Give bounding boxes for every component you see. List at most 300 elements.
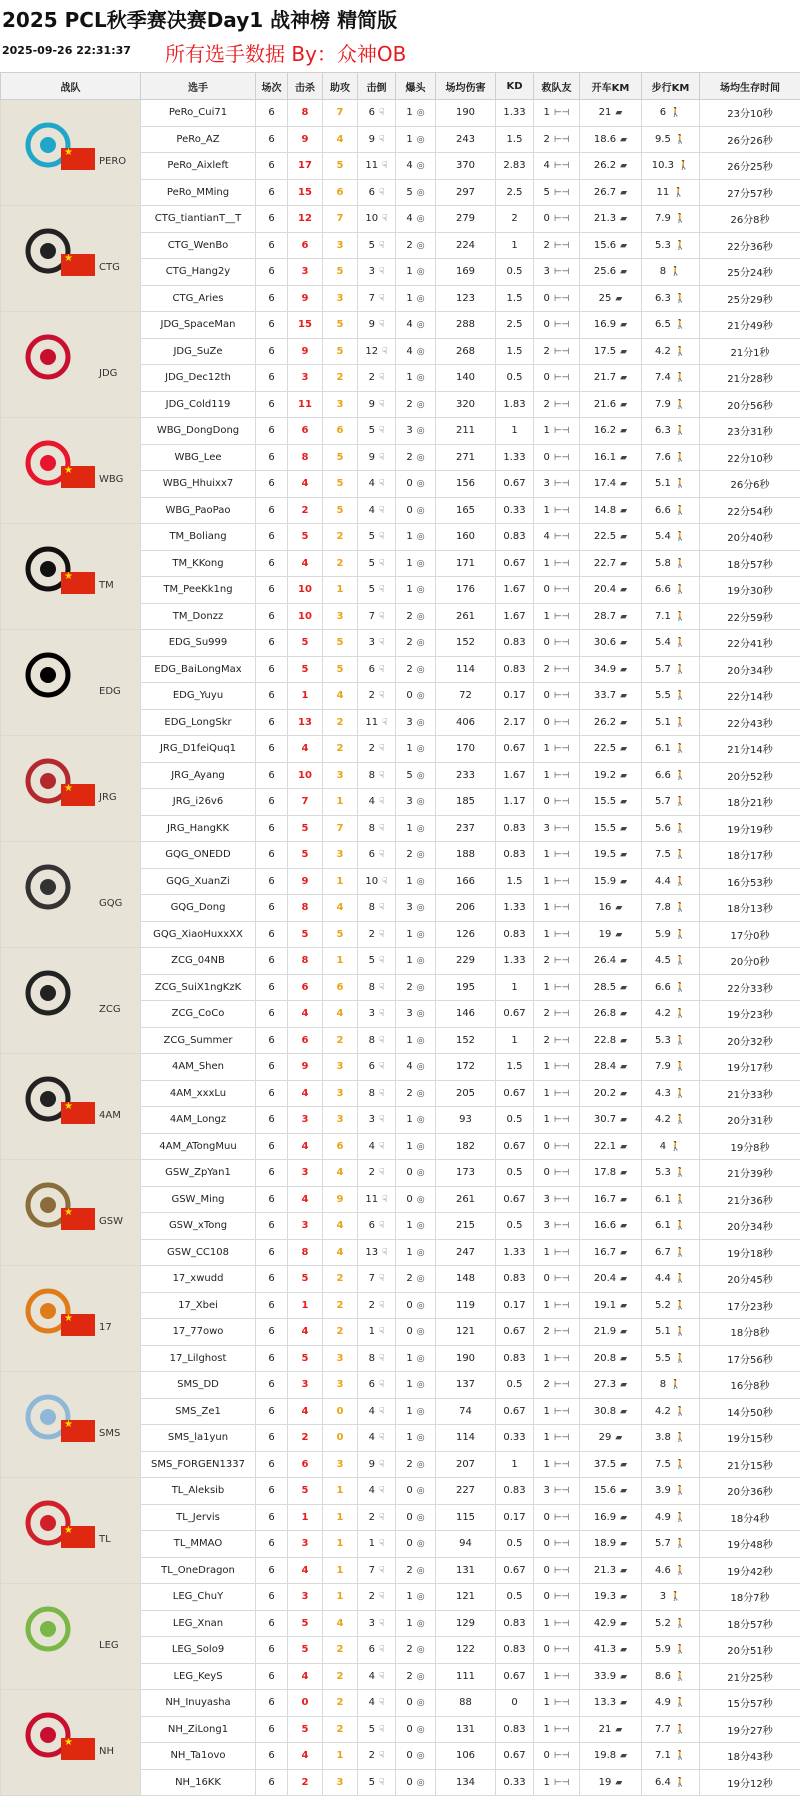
revives-cell-value: 1	[543, 1061, 550, 1073]
player-name-value: JRG_D1feiQuq1	[159, 743, 237, 755]
team-cell	[1, 418, 141, 524]
walk-km-cell	[642, 1584, 700, 1611]
headshots-cell	[396, 948, 436, 975]
assists-cell-value: 3	[336, 1379, 344, 1391]
kd-cell	[496, 444, 534, 471]
revives-cell-value: 1	[543, 928, 550, 940]
matches-cell	[256, 1398, 288, 1425]
damage-cell-value: 297	[455, 186, 476, 198]
matches-cell	[256, 312, 288, 339]
drive-km-cell	[580, 1133, 642, 1160]
player-name	[141, 391, 256, 418]
kills-cell-value: 4	[301, 1140, 309, 1152]
matches-cell-value: 6	[268, 822, 275, 834]
fist-icon: ☟	[378, 1141, 385, 1152]
matches-cell	[256, 1610, 288, 1637]
player-name-value: GQG_XuanZi	[166, 875, 230, 887]
drive-km-cell	[580, 895, 642, 922]
matches-cell-value: 6	[268, 239, 275, 251]
assists-cell-value: 4	[336, 1008, 344, 1020]
damage-cell-value: 137	[455, 1379, 476, 1391]
kills-cell	[288, 1266, 323, 1293]
survival-cell	[700, 1107, 800, 1134]
matches-cell	[256, 709, 288, 736]
medkit-icon: ⊢⊣	[553, 346, 570, 357]
kd-cell-value: 1.33	[503, 955, 526, 967]
survival-cell	[700, 656, 800, 683]
medkit-icon: ⊢⊣	[553, 1565, 570, 1576]
car-icon: ▰	[620, 1565, 628, 1576]
target-icon: ◎	[416, 1194, 425, 1205]
knocks-cell-value: 8	[368, 1034, 375, 1046]
matches-cell	[256, 1425, 288, 1452]
assists-cell	[323, 1345, 358, 1372]
team-cell	[1, 842, 141, 948]
assists-cell	[323, 285, 358, 312]
matches-cell	[256, 1557, 288, 1584]
headshots-cell-value: 1	[406, 1591, 413, 1603]
matches-cell-value: 6	[268, 796, 275, 808]
revives-cell-value: 0	[543, 690, 550, 702]
player-name	[141, 895, 256, 922]
assists-cell-value: 1	[336, 1591, 344, 1603]
revives-cell	[534, 630, 580, 657]
walk-km-cell	[642, 232, 700, 259]
survival-cell	[700, 1160, 800, 1187]
fist-icon: ☟	[378, 1459, 385, 1470]
walking-person-icon: 🚶	[674, 1618, 687, 1629]
target-icon: ◎	[416, 320, 425, 331]
assists-cell	[323, 126, 358, 153]
headshots-cell-value: 0	[406, 1538, 413, 1550]
player-name	[141, 683, 256, 710]
walk-km-cell-value: 7.5	[654, 849, 671, 861]
revives-cell-value: 3	[543, 822, 550, 834]
car-icon: ▰	[615, 903, 623, 914]
kills-cell-value: 9	[301, 292, 309, 304]
damage-cell-value: 106	[455, 1750, 476, 1762]
kd-cell-value: 1.5	[506, 345, 523, 357]
team-logo-icon	[19, 864, 77, 910]
kd-cell-value: 0.33	[503, 504, 526, 516]
kills-cell	[288, 842, 323, 869]
walk-km-cell-value: 5.3	[654, 239, 671, 251]
damage-cell	[436, 1292, 496, 1319]
kd-cell	[496, 1451, 534, 1478]
revives-cell-value: 1	[543, 1776, 550, 1788]
car-icon: ▰	[620, 1141, 628, 1152]
matches-cell-value: 6	[268, 1432, 275, 1444]
revives-cell-value: 1	[543, 1246, 550, 1258]
drive-km-cell	[580, 1663, 642, 1690]
table-row	[1, 1584, 800, 1611]
team-logo-icon	[19, 1606, 77, 1652]
target-icon: ◎	[416, 426, 425, 437]
medkit-icon: ⊢⊣	[553, 532, 570, 543]
target-icon: ◎	[416, 1353, 425, 1364]
survival-cell	[700, 1716, 800, 1743]
walk-km-cell-value: 5.9	[654, 928, 671, 940]
drive-km-cell-value: 37.5	[593, 1458, 617, 1470]
damage-cell	[436, 921, 496, 948]
assists-cell-value: 2	[336, 1273, 344, 1285]
damage-cell-value: 233	[455, 769, 476, 781]
car-icon: ▰	[620, 1539, 628, 1550]
walking-person-icon: 🚶	[674, 1300, 687, 1311]
car-icon: ▰	[620, 1035, 628, 1046]
medkit-icon: ⊢⊣	[553, 903, 570, 914]
damage-cell-value: 111	[455, 1670, 476, 1682]
player-name-value: LEG_KeyS	[173, 1670, 223, 1682]
walk-km-cell-value: 6.6	[654, 769, 671, 781]
fist-icon: ☟	[378, 1724, 385, 1735]
target-icon: ◎	[416, 1459, 425, 1470]
damage-cell	[436, 709, 496, 736]
kd-cell	[496, 232, 534, 259]
player-name	[141, 1186, 256, 1213]
drive-km-cell	[580, 1292, 642, 1319]
fist-icon: ☟	[378, 452, 385, 463]
kd-cell-value: 1	[511, 239, 518, 251]
matches-cell-value: 6	[268, 1564, 275, 1576]
drive-km-cell	[580, 921, 642, 948]
assists-cell-value: 5	[336, 266, 344, 278]
assists-cell	[323, 1451, 358, 1478]
drive-km-cell-value: 19.3	[593, 1591, 617, 1603]
matches-cell-value: 6	[268, 398, 275, 410]
kd-cell	[496, 1398, 534, 1425]
damage-cell-value: 171	[455, 557, 476, 569]
walking-person-icon: 🚶	[678, 161, 690, 172]
headshots-cell	[396, 471, 436, 498]
revives-cell-value: 1	[543, 1114, 550, 1126]
revives-cell-value: 1	[543, 769, 550, 781]
damage-cell	[436, 418, 496, 445]
fist-icon: ☟	[382, 717, 388, 728]
damage-cell-value: 172	[455, 1061, 476, 1073]
walk-km-cell-value: 6.4	[654, 1776, 671, 1788]
car-icon: ▰	[615, 108, 623, 119]
kd-cell	[496, 1372, 534, 1399]
revives-cell-value: 0	[543, 1564, 550, 1576]
fist-icon: ☟	[382, 1194, 388, 1205]
assists-cell	[323, 524, 358, 551]
target-icon: ◎	[416, 1618, 425, 1629]
walking-person-icon: 🚶	[670, 1380, 682, 1391]
walk-km-cell-value: 4.2	[654, 345, 671, 357]
car-icon: ▰	[620, 240, 628, 251]
drive-km-cell-value: 22.7	[593, 557, 617, 569]
headshots-cell-value: 2	[406, 239, 413, 251]
player-name-value: NH_16KK	[175, 1776, 221, 1788]
revives-cell-value: 3	[543, 1220, 550, 1232]
headshots-cell-value: 0	[406, 504, 413, 516]
player-name-value: 4AM_xxxLu	[169, 1087, 227, 1099]
player-name	[141, 789, 256, 816]
drive-km-cell	[580, 1769, 642, 1796]
kd-cell-value: 2.5	[506, 186, 523, 198]
matches-cell-value: 6	[268, 1087, 275, 1099]
player-name-value: ZCG_Summer	[163, 1034, 233, 1046]
headshots-cell-value: 3	[406, 425, 413, 437]
survival-cell-value: 19分8秒	[730, 1142, 770, 1154]
knocks-cell-value: 8	[368, 902, 375, 914]
survival-cell	[700, 1398, 800, 1425]
car-icon: ▰	[620, 982, 628, 993]
knocks-cell	[358, 1133, 396, 1160]
survival-cell	[700, 365, 800, 392]
knocks-cell	[358, 1557, 396, 1584]
medkit-icon: ⊢⊣	[553, 585, 570, 596]
headshots-cell	[396, 312, 436, 339]
survival-cell-value: 21分49秒	[727, 321, 773, 333]
damage-cell-value: 114	[455, 1432, 476, 1444]
survival-cell	[700, 126, 800, 153]
player-name-value: PeRo_AZ	[176, 133, 220, 145]
revives-cell	[534, 1478, 580, 1505]
kills-cell	[288, 1531, 323, 1558]
revives-cell	[534, 1292, 580, 1319]
damage-cell-value: 72	[459, 690, 472, 702]
matches-cell	[256, 285, 288, 312]
matches-cell-value: 6	[268, 1511, 275, 1523]
revives-cell	[534, 736, 580, 763]
revives-cell-value: 0	[543, 372, 550, 384]
china-flag-icon	[61, 1208, 95, 1230]
kills-cell-value: 6	[301, 425, 309, 437]
kd-cell	[496, 1557, 534, 1584]
player-name	[141, 1690, 256, 1717]
kd-cell	[496, 1769, 534, 1796]
survival-cell-value: 20分52秒	[727, 771, 773, 783]
walk-km-cell	[642, 1451, 700, 1478]
player-name-value: TL_MMAO	[173, 1538, 223, 1550]
headshots-cell-value: 1	[406, 107, 413, 119]
headshots-cell	[396, 365, 436, 392]
damage-cell-value: 237	[455, 822, 476, 834]
damage-cell-value: 119	[455, 1299, 476, 1311]
matches-cell-value: 6	[268, 160, 275, 172]
headshots-cell	[396, 895, 436, 922]
headshots-cell-value: 0	[406, 1511, 413, 1523]
survival-cell	[700, 1372, 800, 1399]
team-name: TM	[99, 580, 114, 591]
medkit-icon: ⊢⊣	[553, 1168, 570, 1179]
walk-km-cell	[642, 338, 700, 365]
knocks-cell	[358, 126, 396, 153]
damage-cell	[436, 1080, 496, 1107]
drive-km-cell-value: 17.4	[593, 478, 617, 490]
knocks-cell-value: 9	[368, 451, 375, 463]
assists-cell	[323, 1001, 358, 1028]
car-icon: ▰	[620, 1353, 628, 1364]
car-icon: ▰	[620, 1274, 628, 1285]
car-icon: ▰	[620, 532, 628, 543]
walk-km-cell	[642, 1637, 700, 1664]
survival-cell	[700, 550, 800, 577]
matches-cell	[256, 497, 288, 524]
assists-cell-value: 5	[336, 637, 344, 649]
kills-cell	[288, 868, 323, 895]
headshots-cell-value: 4	[406, 345, 413, 357]
walk-km-cell	[642, 842, 700, 869]
walking-person-icon: 🚶	[674, 1724, 687, 1735]
survival-cell-value: 19分17秒	[727, 1063, 773, 1075]
target-icon: ◎	[416, 1327, 425, 1338]
matches-cell-value: 6	[268, 1246, 275, 1258]
survival-cell	[700, 1743, 800, 1770]
knocks-cell-value: 2	[368, 928, 375, 940]
drive-km-cell-value: 26.2	[593, 160, 617, 172]
assists-cell-value: 2	[336, 716, 344, 728]
medkit-icon: ⊢⊣	[553, 1141, 570, 1152]
drive-km-cell-value: 18.9	[593, 1538, 617, 1550]
walk-km-cell-value: 4.2	[654, 1405, 671, 1417]
fist-icon: ☟	[378, 691, 385, 702]
assists-cell-value: 1	[336, 875, 344, 887]
revives-cell-value: 1	[543, 504, 550, 516]
matches-cell-value: 6	[268, 1140, 275, 1152]
medkit-icon: ⊢⊣	[553, 982, 570, 993]
walk-km-cell-value: 4.9	[654, 1697, 671, 1709]
assists-cell	[323, 1160, 358, 1187]
medkit-icon: ⊢⊣	[553, 1380, 570, 1391]
player-name-value: TL_Aleksib	[171, 1485, 225, 1497]
car-icon: ▰	[620, 1115, 628, 1126]
knocks-cell-value: 4	[368, 1432, 375, 1444]
kills-cell-value: 4	[301, 1193, 309, 1205]
revives-cell-value: 0	[543, 584, 550, 596]
survival-cell-value: 26分6秒	[730, 480, 770, 492]
knocks-cell	[358, 1637, 396, 1664]
drive-km-cell	[580, 1531, 642, 1558]
knocks-cell	[358, 259, 396, 286]
matches-cell	[256, 153, 288, 180]
col-player: 选手	[141, 73, 256, 100]
team-cell	[1, 1266, 141, 1372]
survival-cell	[700, 1690, 800, 1717]
survival-cell	[700, 1451, 800, 1478]
walking-person-icon: 🚶	[674, 399, 687, 410]
knocks-cell	[358, 815, 396, 842]
player-name-value: GSW_ZpYan1	[165, 1167, 231, 1179]
knocks-cell-value: 5	[368, 425, 375, 437]
drive-km-cell-value: 17.8	[593, 1167, 617, 1179]
headshots-cell	[396, 789, 436, 816]
car-icon: ▰	[620, 1698, 628, 1709]
survival-cell-value: 20分36秒	[727, 1487, 773, 1499]
fist-icon: ☟	[378, 823, 385, 834]
knocks-cell-value: 6	[368, 1379, 375, 1391]
revives-cell	[534, 1663, 580, 1690]
walk-km-cell	[642, 577, 700, 604]
car-icon: ▰	[615, 929, 623, 940]
col-kills: 击杀	[288, 73, 323, 100]
fist-icon: ☟	[378, 1274, 385, 1285]
walk-km-cell-value: 10.3	[651, 160, 675, 172]
knocks-cell-value: 4	[368, 1405, 375, 1417]
matches-cell	[256, 577, 288, 604]
kills-cell	[288, 736, 323, 763]
assists-cell	[323, 815, 358, 842]
walk-km-cell-value: 11	[656, 186, 670, 198]
matches-cell-value: 6	[268, 875, 275, 887]
player-name-value: EDG_Su999	[168, 637, 228, 649]
survival-cell-value: 26分25秒	[727, 162, 773, 174]
headshots-cell	[396, 338, 436, 365]
knocks-cell-value: 3	[368, 1008, 375, 1020]
walking-person-icon: 🚶	[674, 770, 687, 781]
walk-km-cell	[642, 550, 700, 577]
kd-cell-value: 0.83	[503, 1352, 526, 1364]
kd-cell-value: 1.83	[503, 398, 526, 410]
headshots-cell	[396, 1557, 436, 1584]
knocks-cell	[358, 312, 396, 339]
fist-icon: ☟	[378, 426, 385, 437]
team-cell	[1, 206, 141, 312]
fist-icon: ☟	[378, 1115, 385, 1126]
china-flag-icon	[61, 1526, 95, 1548]
drive-km-cell-value: 19.8	[593, 1750, 617, 1762]
assists-cell-value: 1	[336, 1485, 344, 1497]
fist-icon: ☟	[378, 1300, 385, 1311]
revives-cell	[534, 418, 580, 445]
car-icon: ▰	[620, 611, 628, 622]
walking-person-icon: 🚶	[674, 1194, 687, 1205]
revives-cell-value: 0	[543, 451, 550, 463]
medkit-icon: ⊢⊣	[553, 1300, 570, 1311]
team-cell	[1, 1584, 141, 1690]
kd-cell	[496, 1001, 534, 1028]
damage-cell	[436, 736, 496, 763]
drive-km-cell	[580, 1186, 642, 1213]
walk-km-cell	[642, 1027, 700, 1054]
matches-cell	[256, 1080, 288, 1107]
fist-icon: ☟	[378, 1512, 385, 1523]
revives-cell-value: 2	[543, 1379, 550, 1391]
kills-cell-value: 4	[301, 1087, 309, 1099]
knocks-cell-value: 4	[368, 1697, 375, 1709]
player-name	[141, 1133, 256, 1160]
player-name	[141, 1213, 256, 1240]
walk-km-cell	[642, 1160, 700, 1187]
car-icon: ▰	[620, 1009, 628, 1020]
knocks-cell-value: 6	[368, 1644, 375, 1656]
matches-cell	[256, 365, 288, 392]
walking-person-icon: 🚶	[674, 214, 687, 225]
kd-cell-value: 0.83	[503, 849, 526, 861]
headshots-cell-value: 5	[406, 186, 413, 198]
assists-cell-value: 1	[336, 1750, 344, 1762]
survival-cell-value: 19分19秒	[727, 824, 773, 836]
matches-cell-value: 6	[268, 1617, 275, 1629]
revives-cell-value: 1	[543, 981, 550, 993]
assists-cell-value: 3	[336, 849, 344, 861]
medkit-icon: ⊢⊣	[553, 108, 570, 119]
walk-km-cell-value: 6.5	[654, 319, 671, 331]
target-icon: ◎	[416, 1168, 425, 1179]
car-icon: ▰	[620, 717, 628, 728]
revives-cell-value: 0	[543, 796, 550, 808]
assists-cell-value: 4	[336, 133, 344, 145]
kd-cell-value: 2.17	[503, 716, 526, 728]
knocks-cell-value: 12	[365, 345, 379, 357]
damage-cell	[436, 1107, 496, 1134]
survival-cell-value: 25分24秒	[727, 268, 773, 280]
matches-cell	[256, 259, 288, 286]
walking-person-icon: 🚶	[674, 691, 687, 702]
damage-cell	[436, 815, 496, 842]
